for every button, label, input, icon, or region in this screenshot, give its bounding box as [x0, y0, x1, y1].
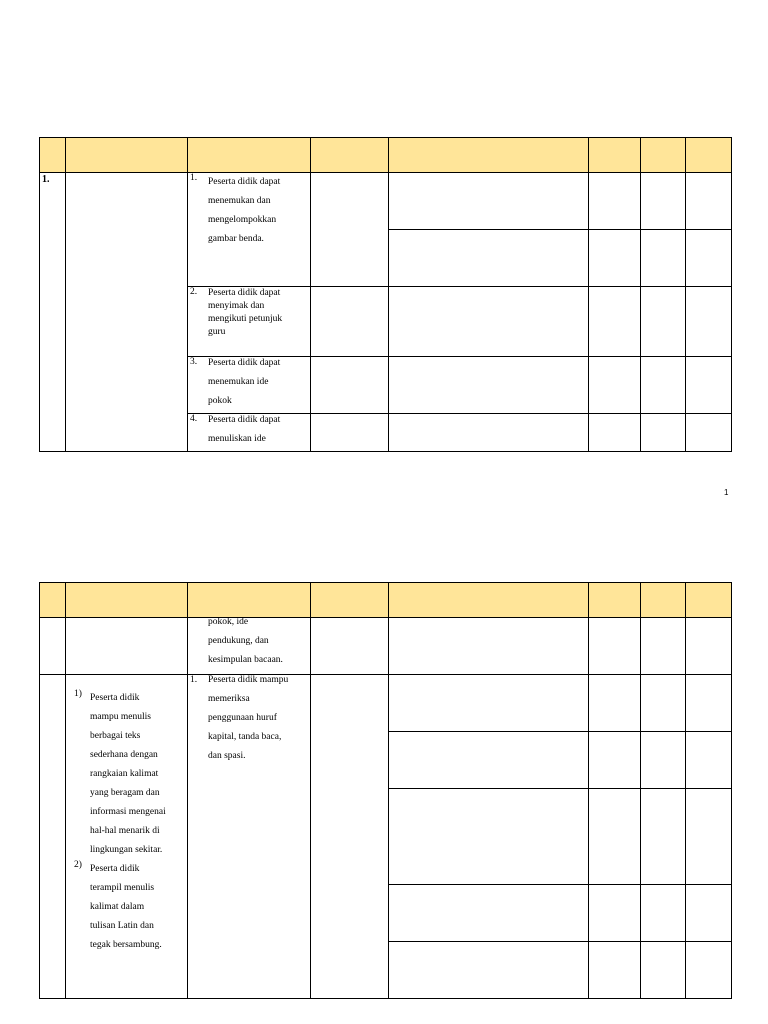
- item-line: penggunaan huruf: [208, 713, 277, 723]
- objective-line: hal-hal menarik di: [90, 826, 160, 836]
- objective-line: kalimat dalam: [90, 902, 145, 912]
- item-number: 2.: [190, 287, 198, 297]
- item-line: guru: [208, 327, 226, 337]
- item-number: 3.: [190, 357, 198, 367]
- objective-line: yang beragam dan: [90, 788, 160, 798]
- objective-line: berbagai teks: [90, 731, 141, 741]
- item-line: menuliskan ide: [208, 434, 266, 444]
- objective-line: terampil menulis: [90, 883, 155, 893]
- item-line: menemukan dan: [208, 196, 271, 206]
- item-line: mengikuti petunjuk: [208, 314, 283, 324]
- text-line: pokok, ide: [208, 617, 249, 627]
- objective-line: mampu menulis: [90, 712, 151, 722]
- item-line: menemukan ide: [208, 377, 269, 387]
- item-line: Peserta didik dapat: [208, 358, 281, 368]
- item-line: gambar benda.: [208, 234, 264, 244]
- item-line: menyimak dan: [208, 301, 265, 311]
- item-line: Peserta didik dapat: [208, 177, 281, 187]
- objective-line: informasi mengenai: [90, 807, 166, 817]
- item-line: mengelompokkan: [208, 215, 277, 225]
- item-number: 4.: [190, 414, 198, 424]
- objective-line: Peserta didik: [90, 864, 140, 874]
- item-line: Peserta didik dapat: [208, 415, 281, 425]
- text-line: pendukung, dan: [208, 636, 269, 646]
- objective-number: 2): [74, 860, 82, 870]
- objective-line: Peserta didik: [90, 693, 140, 703]
- table2-header-row: [40, 583, 732, 618]
- item-line: kapital, tanda baca,: [208, 732, 282, 742]
- objective-line: sederhana dengan: [90, 750, 158, 760]
- item-number: 1.: [190, 675, 198, 685]
- objective-line: tegak bersambung.: [90, 940, 162, 950]
- table1-header-row: [40, 138, 732, 173]
- continued-text: [208, 613, 283, 670]
- item-line: Peserta didik dapat: [208, 288, 281, 298]
- item-number: 1.: [190, 173, 198, 183]
- objective-line: lingkungan sekitar.: [90, 845, 163, 855]
- page-number: 1: [724, 488, 729, 497]
- item-line: pokok: [208, 396, 232, 406]
- item-line: memeriksa: [208, 694, 250, 704]
- item-line: Peserta didik mampu: [208, 675, 289, 685]
- row-number: 1.: [42, 174, 50, 185]
- item-line: dan spasi.: [208, 751, 246, 761]
- objective-line: rangkaian kalimat: [90, 769, 159, 779]
- objective-line: tulisan Latin dan: [90, 921, 154, 931]
- text-line: kesimpulan bacaan.: [208, 655, 283, 665]
- objective-number: 1): [74, 689, 82, 699]
